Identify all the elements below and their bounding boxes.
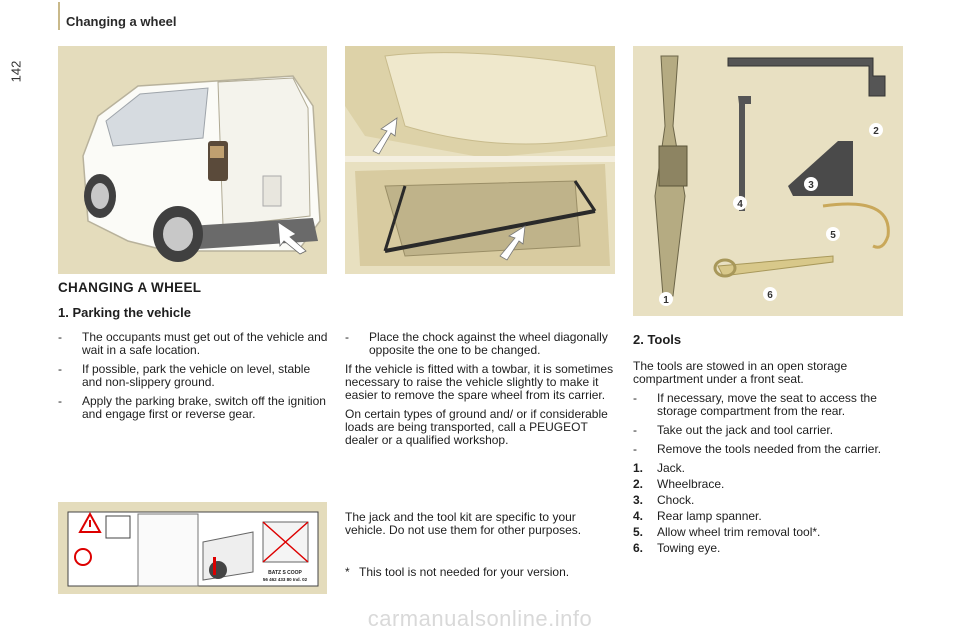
parking-step [58, 363, 328, 389]
tool-item-label: Allow wheel trim removal tool*. [657, 525, 821, 539]
tool-item-label: Rear lamp spanner. [657, 509, 762, 523]
dash: - [58, 362, 62, 376]
specific-paragraph: The jack and the tool kit are specific to your vehicle. Do not use them for other purposes. [345, 510, 582, 537]
dash: - [58, 394, 62, 408]
tool-item-num: 3. [633, 493, 644, 507]
running-title: Changing a wheel [66, 14, 177, 29]
label-text-ref: 56 462 433 80 Ind. 02 [262, 577, 308, 582]
parking-step [58, 395, 328, 421]
tool-item-label: Chock. [657, 493, 695, 507]
parking-continued [345, 331, 617, 453]
tool-item [633, 462, 905, 475]
tools-step [633, 443, 905, 456]
tools-step [633, 392, 905, 418]
van-illustration [58, 46, 327, 274]
tools-step-text: Remove the tools needed from the carrier. [657, 442, 882, 456]
callout-2: 2 [873, 126, 879, 137]
tool-item-label: Jack. [657, 461, 686, 475]
tools-step-text: Take out the jack and tool carrier. [657, 423, 834, 437]
seat-storage-illustration [345, 46, 615, 274]
callout-4: 4 [737, 199, 743, 210]
footnote-star: * [345, 565, 350, 579]
parking-steps [58, 331, 328, 427]
parking-step [58, 331, 328, 357]
tools-text [633, 360, 905, 558]
tool-item-num: 1. [633, 461, 644, 475]
callout-1: 1 [663, 295, 669, 306]
footnote-text: This tool is not needed for your version. [359, 565, 570, 579]
parking-step-text: Apply the parking brake, switch off the ignition and engage first or reverse gear. [82, 394, 326, 421]
tool-item [633, 542, 905, 555]
tool-item [633, 526, 905, 539]
page-number: 142 [8, 60, 24, 83]
dash: - [58, 330, 62, 344]
footnote [345, 566, 595, 579]
tool-item [633, 478, 905, 491]
dash: - [633, 423, 637, 437]
section-title: CHANGING A WHEEL [58, 280, 202, 295]
callout-3: 3 [808, 180, 814, 191]
tools-heading: 2. Tools [633, 332, 682, 347]
dash: - [633, 442, 637, 456]
footnote-text-wrap [345, 566, 595, 579]
callout-5: 5 [830, 230, 836, 241]
tools-illustration [633, 46, 903, 316]
tool-item [633, 494, 905, 507]
parking-heading: 1. Parking the vehicle [58, 305, 191, 320]
tools-step [633, 424, 905, 437]
tool-item-num: 2. [633, 477, 644, 491]
callout-6: 6 [767, 290, 773, 301]
header-rule [58, 2, 60, 30]
tools-step-text: If necessary, move the seat to access the storage compartment from the rear. [657, 391, 877, 418]
chock-step [345, 331, 617, 357]
specific-tools-note [345, 511, 617, 543]
dash: - [633, 391, 637, 405]
dash: - [345, 330, 349, 344]
tool-item-num: 4. [633, 509, 644, 523]
parking-step-text: If possible, park the vehicle on level, stable and non-slippery ground. [82, 362, 311, 389]
watermark: carmanualsonline.info [367, 606, 593, 631]
tool-item-label: Wheelbrace. [657, 477, 725, 491]
parking-step-text: The occupants must get out of the vehicle and wait in a safe location. [82, 330, 328, 357]
tool-item-num: 5. [633, 525, 644, 539]
towbar-paragraph: If the vehicle is fitted with a towbar, it is sometimes necessary to raise the vehicle slightly to make it easier to remove the spare wheel from its carrier. [345, 362, 614, 402]
warning-label-illustration [58, 502, 327, 594]
chock-step-text: Place the chock against the wheel diagonally opposite the one to be changed. [369, 330, 608, 357]
tools-intro: The tools are stowed in an open storage compartment under a front seat. [633, 359, 848, 386]
tool-item [633, 510, 905, 523]
ground-paragraph: On certain types of ground and/ or if considerable loads are being transported, call a PEUGEOT dealer or a qualified workshop. [345, 407, 608, 447]
tool-item-label: Towing eye. [657, 541, 721, 555]
tool-item-num: 6. [633, 541, 644, 555]
label-text-batz: BATZ S COOP [268, 570, 302, 576]
